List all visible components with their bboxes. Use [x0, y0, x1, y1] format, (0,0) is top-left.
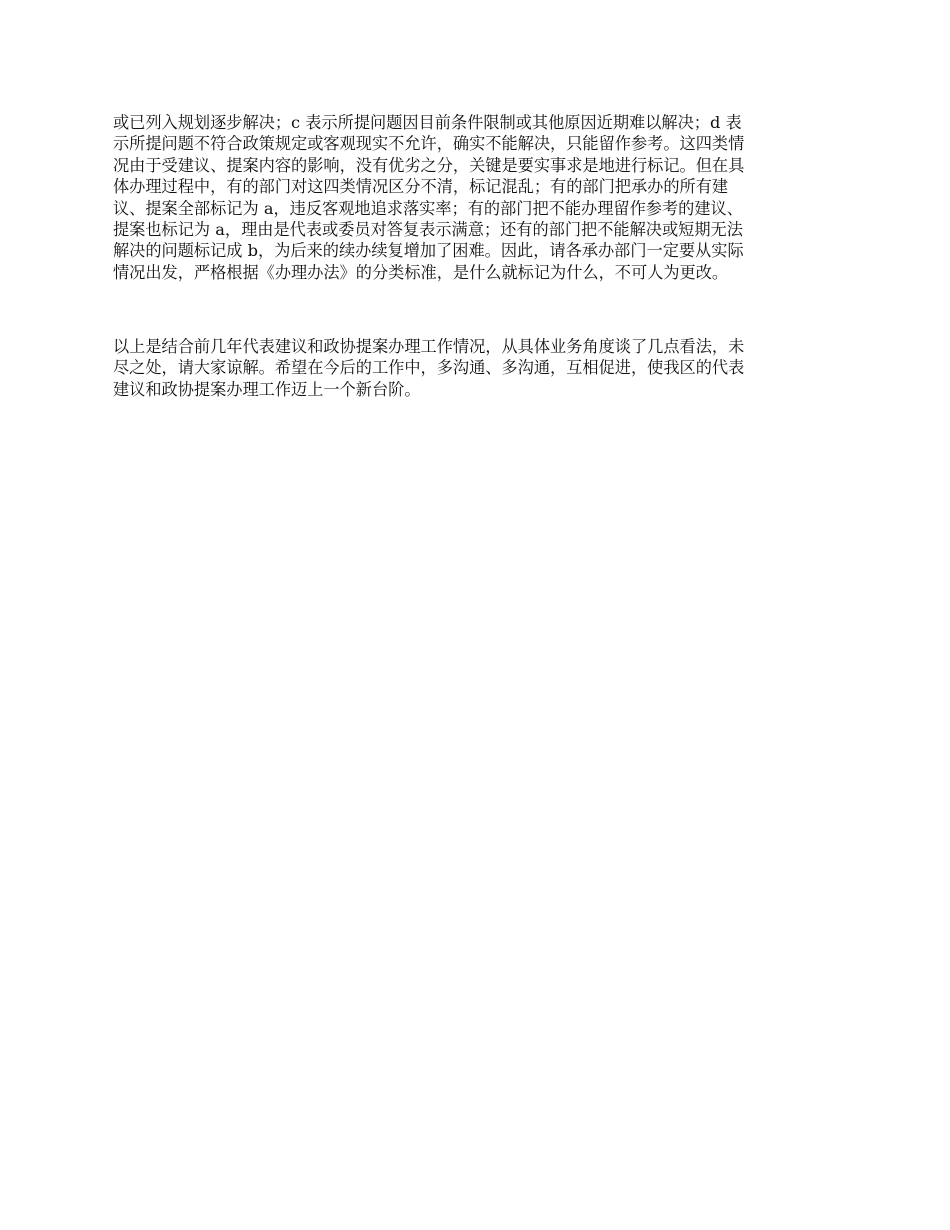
paragraph-conclusion — [113, 336, 840, 400]
paragraph-classification-marking — [113, 112, 840, 283]
paragraph-line: 以上是结合前几年代表建议和政协提案办理工作情况，从具体业务角度谈了几点看法，未 — [113, 337, 745, 356]
paragraph-line: 解决的问题标记成 b，为后来的续办续复增加了困难。因此，请各承办部门一定要从实际 — [113, 241, 744, 261]
paragraph-line: 议、提案全部标记为 a，违反客观地追求落实率；有的部门把不能办理留作参考的建议、 — [113, 198, 743, 218]
paragraph-line: 况由于受建议、提案内容的影响，没有优劣之分，关键是要实事求是地进行标记。但在具 — [113, 155, 745, 175]
paragraph-line: 体办理过程中，有的部门对这四类情况区分不清，标记混乱；有的部门把承办的所有建 — [113, 177, 729, 197]
paragraph-line: 示所提问题不符合政策规定或客观现实不允许，确实不能解决，只能留作参考。这四类情 — [113, 134, 745, 154]
paragraph-line: 或已列入规划逐步解决；c 表示所提问题因目前条件限制或其他原因近期难以解决；d 表 — [113, 113, 742, 132]
paragraph-line: 尽之处，请大家谅解。希望在今后的工作中，多沟通、多沟通，互相促进，使我区的代表 — [113, 358, 745, 378]
paragraph-line: 提案也标记为 a，理由是代表或委员对答复表示满意；还有的部门把不能解决或短期无法 — [113, 220, 743, 240]
paragraph-line: 建议和政协提案办理工作迈上一个新台阶。 — [113, 379, 421, 399]
paragraph-line: 情况出发，严格根据《办理办法》的分类标准，是什么就标记为什么，不可人为更改。 — [113, 262, 729, 282]
